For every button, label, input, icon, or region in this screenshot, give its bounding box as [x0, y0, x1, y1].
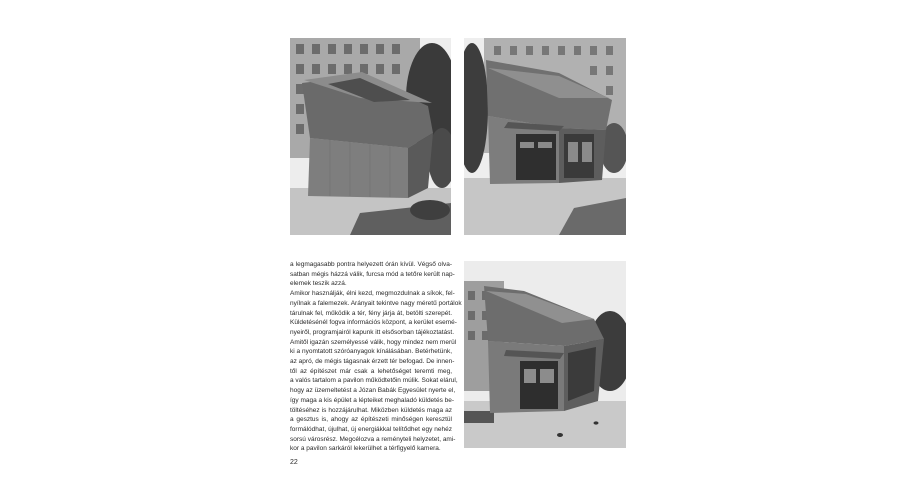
text-line: a gesztus is, ahogy az építészeti minőségen keresztül: [290, 416, 452, 424]
text-line: satban mégis házzá válik, furcsa mód a tetőre került nap-: [290, 270, 455, 278]
text-line: kor a pavilon sarkáról lekerülhet a térfigyelő kamera.: [290, 445, 441, 453]
text-line: az apró, de mégis tágasnak érzett tér befogad. De innen-: [290, 358, 455, 366]
text-line: elemek teszik azzá.: [290, 280, 347, 288]
text-line: ki a nyomtatott szóróanyagok kínálásában. Betérhetünk,: [290, 348, 452, 356]
text-line: a legmagasabb pontra helyezett órán kívül. Végső olva-: [290, 261, 452, 268]
text-line: így maga a kis épület a lépteiket meghaladó küldetés be-: [290, 396, 455, 404]
text-line: Küldetésénél fogva információs központ, a kerület esemé-: [290, 319, 457, 327]
text-line: tárulnak fel, működik a tér, fény járja át, betölti szerepét.: [290, 309, 452, 317]
pavilion-photo-open: [464, 38, 626, 235]
text-line: től az építészet már csak a lehetőséget teremti meg,: [290, 367, 452, 375]
text-line: Amitől igazán személyessé válik, hogy mindez nem merül: [290, 338, 457, 346]
text-line: a valós tartalom a pavilon működtetőin múlik. Sokat elárul,: [290, 377, 458, 385]
text-line: formálódhat, újulhat, új energiákkal telítődhet egy nehéz: [290, 425, 452, 433]
page-number: 22: [290, 459, 298, 466]
text-line: Amikor használják, élni kezd, megmozdulnak a síkok, fel-: [290, 290, 455, 298]
text-line: sorsú városrész. Megcélozva a reményteli helyzetet, ami-: [290, 435, 456, 443]
text-line: nyeiről, programjairól kapunk itt elsősorban tájékoztatást.: [290, 328, 455, 336]
body-text: [290, 260, 462, 454]
text-line: nyílnak a falemezek. Arányait tekintve nagy méretű portálok: [290, 299, 462, 307]
pavilion-photo-corner: [464, 261, 626, 448]
pavilion-photo-closed: [290, 38, 451, 235]
text-line: hogy az üzemeltetést a Józan Babák Egyesület nyerte el,: [290, 387, 456, 395]
text-line: töltéséhez is hozzájárulhat. Miközben küldetés maga az: [290, 406, 452, 414]
